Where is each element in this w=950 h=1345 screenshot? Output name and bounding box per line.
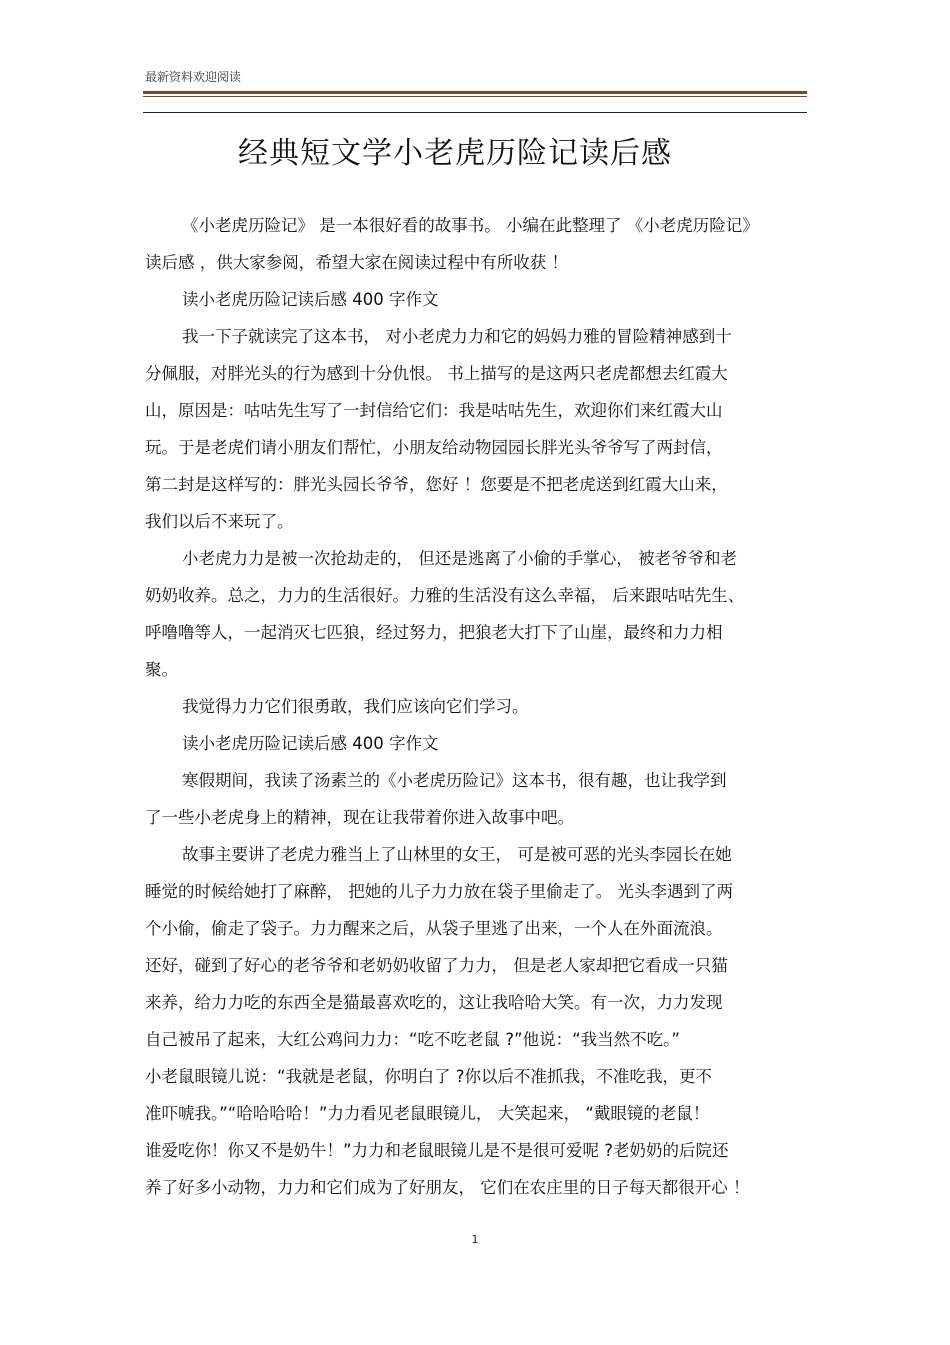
text-line: 读小老虎历险记读后感 400 字作文 — [182, 734, 439, 753]
text-line: 小老鼠眼镜儿说：“我就是老鼠，你明白了 ?你以后不准抓我，不准吃我，更不 — [145, 1067, 713, 1086]
text-line: 睡觉的时候给她打了麻醉， 把她的儿子力力放在袋子里偷走了。 光头李遇到了两 — [145, 882, 733, 901]
text-line: 读小老虎历险记读后感 400 字作文 — [182, 290, 439, 309]
text-line: 小老虎力力是被一次抢劫走的， 但还是逃离了小偷的手掌心， 被老爷爷和老 — [182, 549, 737, 568]
text-line: 我们以后不来玩了。 — [145, 512, 294, 531]
text-line: 还好，碰到了好心的老爷爷和老奶奶收留了力力， 但是老人家却把它看成一只猫 — [145, 956, 728, 975]
document-body — [145, 207, 807, 1206]
page-number: 1 — [471, 1233, 479, 1246]
text-line: 谁爱吃你！你又不是奶牛！”力力和老鼠眼镜儿是不是很可爱呢 ?老奶奶的后院还 — [145, 1141, 729, 1160]
text-line: 玩。于是老虎们请小朋友们帮忙，小朋友给动物园园长胖光头爷爷写了两封信， — [145, 438, 723, 457]
text-line: 我一下子就读完了这本书， 对小老虎力力和它的妈妈力雅的冒险精神感到十 — [182, 327, 732, 346]
text-line: 来养，给力力吃的东西全是猫最喜欢吃的，这让我哈哈大笑。有一次，力力发现 — [145, 993, 723, 1012]
text-line: 读后感 ，供大家参阅，希望大家在阅读过程中有所收获 ！ — [145, 253, 568, 272]
text-line: 聚。 — [145, 660, 178, 679]
text-line: 个小偷，偷走了袋子。力力醒来之后，从袋子里逃了出来，一个人在外面流浪。 — [145, 919, 723, 938]
text-line: 呼噜噜等人，一起消灭七匹狼，经过努力，把狼老大打下了山崖，最终和力力相 — [145, 623, 723, 642]
text-line: 第二封是这样写的：胖光头园长爷爷，您好 ！您要是不把老虎送到红霞大山来， — [145, 475, 728, 494]
text-line: 我觉得力力它们很勇敢，我们应该向它们学习。 — [182, 697, 529, 716]
text-line: 准吓唬我。”“哈哈哈哈！”力力看见老鼠眼镜儿， 大笑起来， “戴眼镜的老鼠！ — [145, 1104, 710, 1123]
text-line: 故事主要讲了老虎力雅当上了山林里的女王， 可是被可恶的光头李园长在她 — [182, 845, 732, 864]
text-line: 了一些小老虎身上的精神，现在让我带着你进入故事中吧。 — [145, 808, 574, 827]
header-rule-thin — [143, 96, 807, 97]
text-line: 自己被吊了起来，大红公鸡问力力：“吃不吃老鼠 ?”他说：“我当然不吃。” — [145, 1030, 680, 1049]
document-title: 经典短文学小老虎历险记读后感 — [238, 136, 672, 171]
text-line: 山，原因是：咕咕先生写了一封信给它们：我是咕咕先生，欢迎你们来红霞大山 — [145, 401, 723, 420]
text-line: 奶奶收养。总之，力力的生活很好。力雅的生活没有这么幸福， 后来跟咕咕先生、 — [145, 586, 745, 605]
text-line: 分佩服，对胖光头的行为感到十分仇恨。 书上描写的是这两只老虎都想去红霞大 — [145, 364, 728, 383]
text-line: 寒假期间，我读了汤素兰的《小老虎历险记》这本书，很有趣，也让我学到 — [182, 771, 727, 790]
header-rule-thick — [143, 91, 807, 94]
title-rule — [143, 112, 807, 113]
text-line: 《小老虎历险记》 是一本很好看的故事书。 小编在此整理了 《小老虎历险记》 — [182, 216, 759, 235]
text-line: 养了好多小动物，力力和它们成为了好朋友， 它们在农庄里的日子每天都很开心 ！ — [145, 1178, 750, 1197]
page-header: 最新资料欢迎阅读 — [145, 70, 242, 84]
